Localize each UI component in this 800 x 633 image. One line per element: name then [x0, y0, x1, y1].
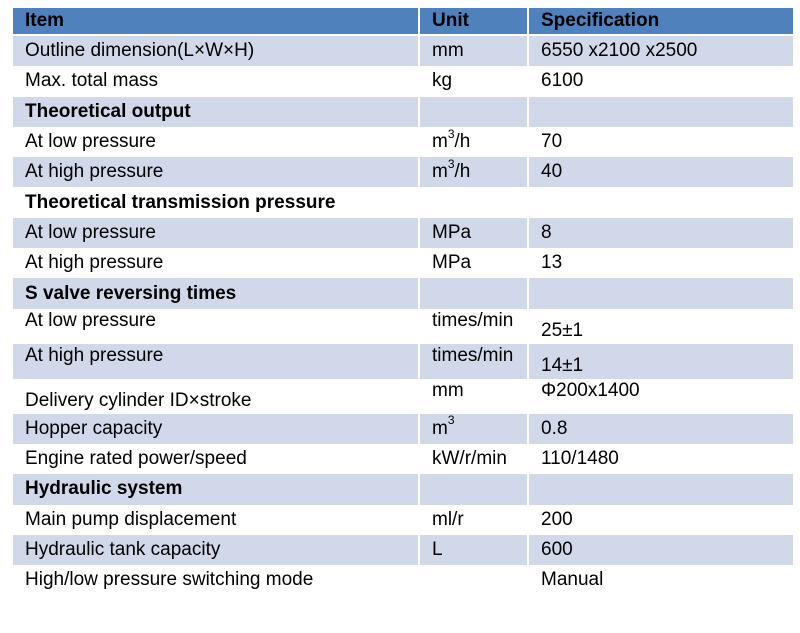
unit-cell	[420, 309, 529, 344]
spec-cell: 200	[529, 505, 793, 535]
table-row	[13, 157, 793, 187]
section-title: Hydraulic system	[13, 474, 420, 504]
unit-cell	[420, 474, 529, 504]
spec-cell	[529, 474, 793, 504]
unit-cell	[420, 36, 529, 66]
table-row	[13, 36, 793, 66]
unit-suffix: /h	[454, 131, 471, 153]
item-cell: Delivery cylinder ID×stroke	[13, 379, 420, 414]
header-unit: Unit	[420, 8, 529, 36]
spec-cell: 8	[529, 218, 793, 248]
table-row	[13, 309, 793, 344]
spec-cell: 600	[529, 535, 793, 565]
unit-text: times/min	[432, 310, 514, 332]
unit-cell	[420, 344, 529, 379]
unit-superscript: 3	[447, 157, 455, 171]
unit-text: m	[432, 417, 448, 439]
table-row	[13, 565, 793, 595]
section-title: Theoretical transmission pressure	[13, 187, 420, 217]
unit-cell	[420, 127, 529, 157]
unit-cell	[420, 444, 529, 474]
table-row	[13, 127, 793, 157]
unit-text: MPa	[432, 221, 472, 243]
unit-cell	[420, 97, 529, 127]
unit-cell	[420, 379, 529, 414]
item-cell: At high pressure	[13, 157, 420, 187]
spec-cell: 25±1	[529, 309, 793, 344]
spec-cell: 70	[529, 127, 793, 157]
header-specification: Specification	[529, 8, 793, 36]
unit-text: kg	[432, 70, 453, 92]
unit-text: m	[432, 161, 448, 183]
spec-cell: 40	[529, 157, 793, 187]
unit-cell	[420, 278, 529, 308]
spec-cell: 110/1480	[529, 444, 793, 474]
table-row	[13, 444, 793, 474]
unit-cell	[420, 157, 529, 187]
item-cell: At low pressure	[13, 309, 420, 344]
table-row	[13, 248, 793, 278]
table-row	[13, 218, 793, 248]
section-title: Theoretical output	[13, 97, 420, 127]
item-cell: At low pressure	[13, 127, 420, 157]
section-row	[13, 97, 793, 127]
unit-text: kW/r/min	[432, 448, 507, 470]
unit-cell	[420, 414, 529, 444]
unit-suffix: /h	[454, 161, 471, 183]
item-cell: Hydraulic tank capacity	[13, 535, 420, 565]
item-cell: Engine rated power/speed	[13, 444, 420, 474]
unit-text: times/min	[432, 345, 514, 367]
section-row	[13, 187, 793, 217]
specification-table	[13, 8, 793, 595]
item-cell: At high pressure	[13, 248, 420, 278]
item-cell: Outline dimension(L×W×H)	[13, 36, 420, 66]
spec-cell	[529, 187, 793, 217]
unit-text: m	[432, 131, 448, 153]
table-row	[13, 66, 793, 96]
table-row	[13, 379, 793, 414]
item-cell: Max. total mass	[13, 66, 420, 96]
unit-cell	[420, 535, 529, 565]
unit-superscript: 3	[447, 126, 455, 141]
spec-cell: Φ200x1400	[529, 379, 793, 414]
table-row	[13, 344, 793, 379]
table-row	[13, 535, 793, 565]
spec-cell: 6550 x2100 x2500	[529, 36, 793, 66]
unit-cell	[420, 505, 529, 535]
section-row	[13, 474, 793, 504]
spec-cell: Manual	[529, 565, 793, 595]
section-row	[13, 278, 793, 308]
unit-superscript: 3	[447, 413, 455, 428]
unit-text: mm	[432, 380, 464, 402]
unit-cell	[420, 248, 529, 278]
item-cell: High/low pressure switching mode	[13, 565, 420, 595]
header-item: Item	[13, 8, 420, 36]
unit-text: mm	[432, 40, 464, 62]
unit-text: MPa	[432, 252, 472, 274]
table-header-row	[13, 8, 793, 36]
table-row	[13, 414, 793, 444]
section-title: S valve reversing times	[13, 278, 420, 308]
spec-cell	[529, 97, 793, 127]
spec-cell: 0.8	[529, 414, 793, 444]
unit-cell	[420, 66, 529, 96]
unit-text: L	[432, 539, 443, 560]
item-cell: Main pump displacement	[13, 505, 420, 535]
unit-cell	[420, 187, 529, 217]
unit-cell	[420, 218, 529, 248]
spec-cell	[529, 278, 793, 308]
item-cell: At high pressure	[13, 344, 420, 379]
spec-cell: 6100	[529, 66, 793, 96]
table-row	[13, 505, 793, 535]
spec-cell: 13	[529, 248, 793, 278]
spec-cell: 14±1	[529, 344, 793, 379]
unit-text: ml/r	[432, 508, 464, 530]
item-cell: At low pressure	[13, 218, 420, 248]
unit-cell	[420, 565, 529, 595]
item-cell: Hopper capacity	[13, 414, 420, 444]
